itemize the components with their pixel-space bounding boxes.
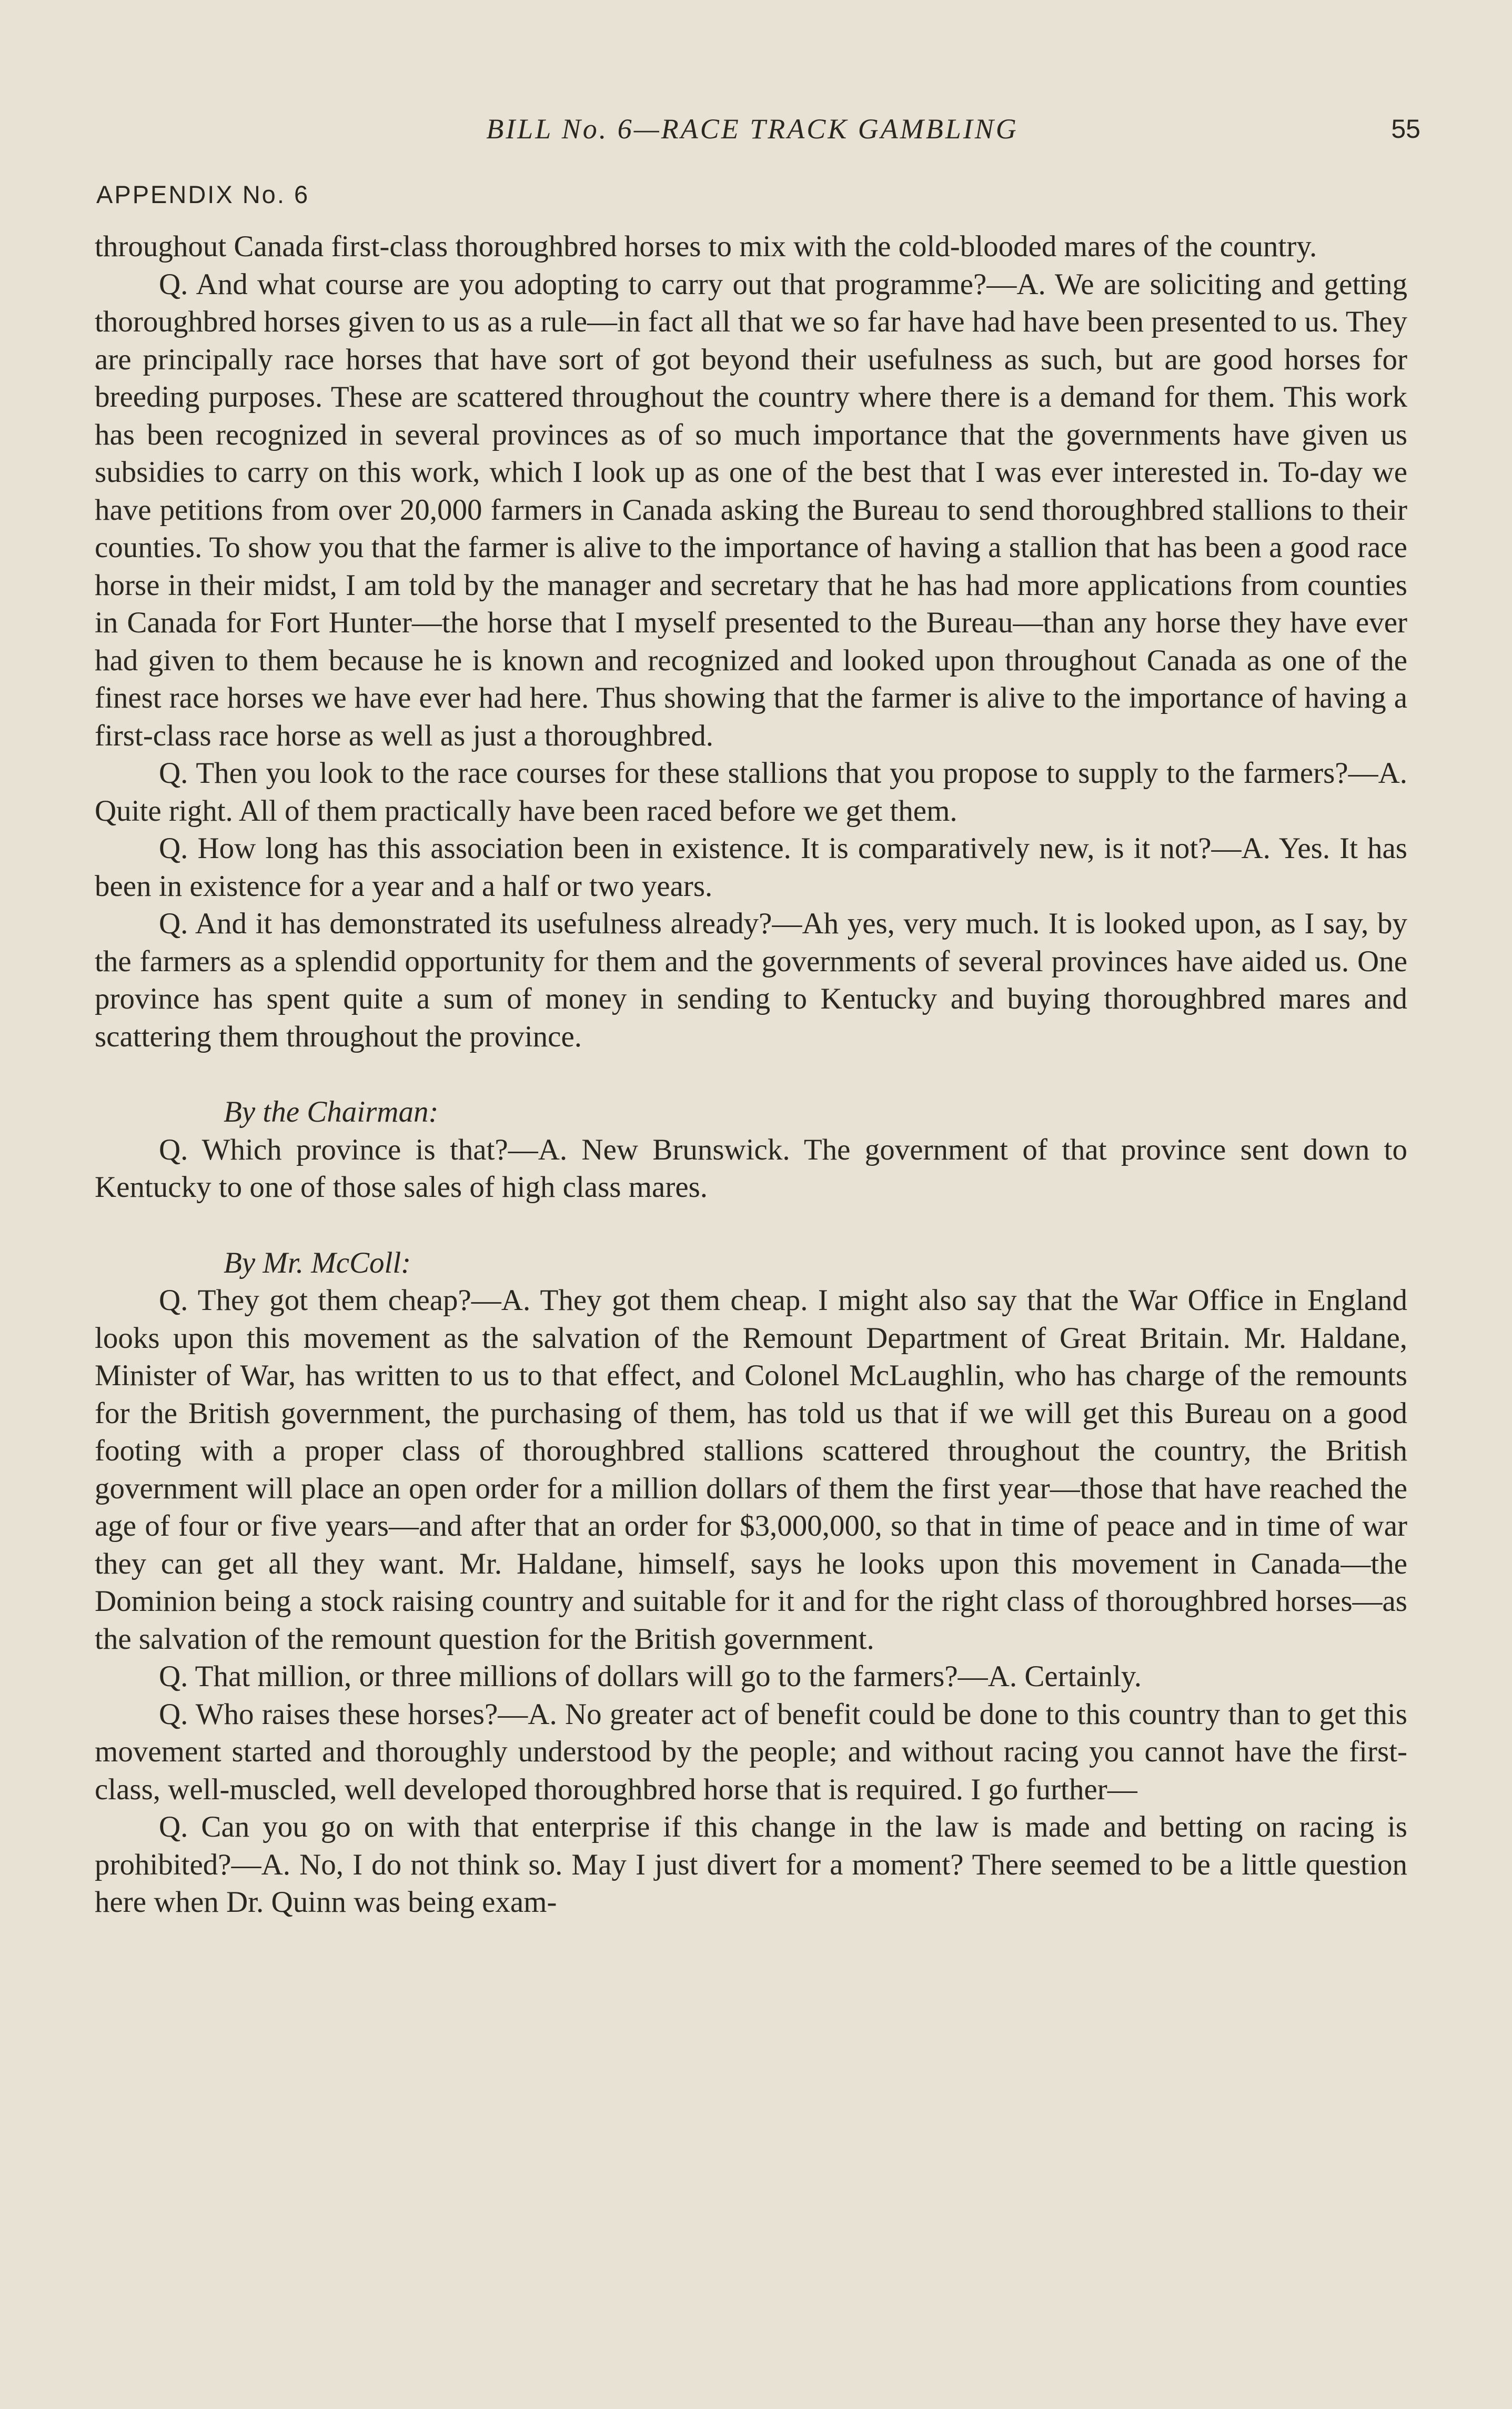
- paragraph: Q. How long has this association been in existence. It is comparatively new, is it not?—A. Yes. It has been in existence for a year and a half or two years.: [95, 832, 1407, 903]
- appendix-label: APPENDIX No. 6: [96, 180, 310, 208]
- body-text: [95, 228, 1407, 1921]
- paragraph: Q. And it has demonstrated its usefulness already?—Ah yes, very much. It is looked upon, as I say, by the farmers as a splendid opportunity for them and the governments of several provinces have aided us. One province has spent quite a sum of money in sending to Kentucky and buying thoroughbred mares and scattering them throughout the province.: [95, 907, 1407, 1053]
- paragraph: Q. They got them cheap?—A. They got them cheap. I might also say that the War Office in England looks upon this movement as the salvation of the Remount Department of Great Britain. Mr. Haldane, Minister of War, has written to us to that effect, and Colonel McLaughlin, who has charge of the remounts for the British government, the purchasing of them, has told us that if we will get this Bureau on a good footing with a proper class of thoroughbred stallions scattered throughout the country, the British government will place an open order for a million dollars of them the first year—those that have reached the age of four or five years—and after that an order for $3,000,000, so that in time of peace and in time of war they can get all they want. Mr. Haldane, himself, says he looks upon this movement in Canada—the Dominion being a stock raising country and suitable for it and for the right class of thoroughbred horses—as the salvation of the remount question for the British government.: [95, 1284, 1407, 1656]
- paragraph: throughout Canada first-class thoroughbred horses to mix with the cold-blooded mares of the country.: [95, 230, 1317, 263]
- paragraph: Q. Who raises these horses?—A. No greater act of benefit could be done to this country than to get this movement started and thoroughly understood by the people; and without racing you cannot have the first-class, well-muscled, well developed thoroughbred horse that is required. I go further—: [95, 1697, 1407, 1806]
- paragraph: Q. Then you look to the race courses for these stallions that you propose to supply to the farmers?—A. Quite right. All of them practically have been raced before we get them.: [95, 757, 1407, 828]
- page-header: [0, 105, 1512, 153]
- speaker-heading: By Mr. McColl:: [224, 1246, 411, 1279]
- paragraph: Q. Can you go on with that enterprise if this change in the law is made and betting on racing is prohibited?—A. No, I do not think so. May I just divert for a moment? There seemed to be a little question here when Dr. Quinn was being exam-: [95, 1810, 1407, 1919]
- paragraph: Q. That million, or three millions of dollars will go to the farmers?—A. Certainly.: [159, 1660, 1142, 1693]
- running-title: BILL No. 6—RACE TRACK GAMBLING: [486, 113, 1019, 145]
- speaker-heading: By the Chairman:: [224, 1095, 439, 1128]
- page-number: 55: [1391, 114, 1420, 144]
- paragraph: Q. And what course are you adopting to carry out that programme?—A. We are soliciting and getting thoroughbred horses given to us as a rule—in fact all that we so far have had have been presented to us. They are principally race horses that have sort of got beyond their usefulness as such, but are good horses for breeding purposes. These are scattered throughout the country where there is a demand for them. This work has been recognized in several provinces as of so much importance that the governments have given us subsidies to carry on this work, which I look up as one of the best that I was ever interested in. To-day we have petitions from over 20,000 farmers in Canada asking the Bureau to send thoroughbred stallions to their counties. To show you that the farmer is alive to the importance of having a stallion that has been a good race horse in their midst, I am told by the manager and secretary that he has had more applications from counties in Canada for Fort Hunter—the horse that I myself presented to the Bureau—than any horse they have ever had given to them because he is known and recognized and looked upon throughout Canada as one of the finest race horses we have ever had here. Thus showing that the farmer is alive to the importance of having a first-class race horse as well as just a thoroughbred.: [95, 267, 1407, 752]
- paragraph: Q. Which province is that?—A. New Brunswick. The government of that province sent down to Kentucky to one of those sales of high class mares.: [95, 1133, 1407, 1204]
